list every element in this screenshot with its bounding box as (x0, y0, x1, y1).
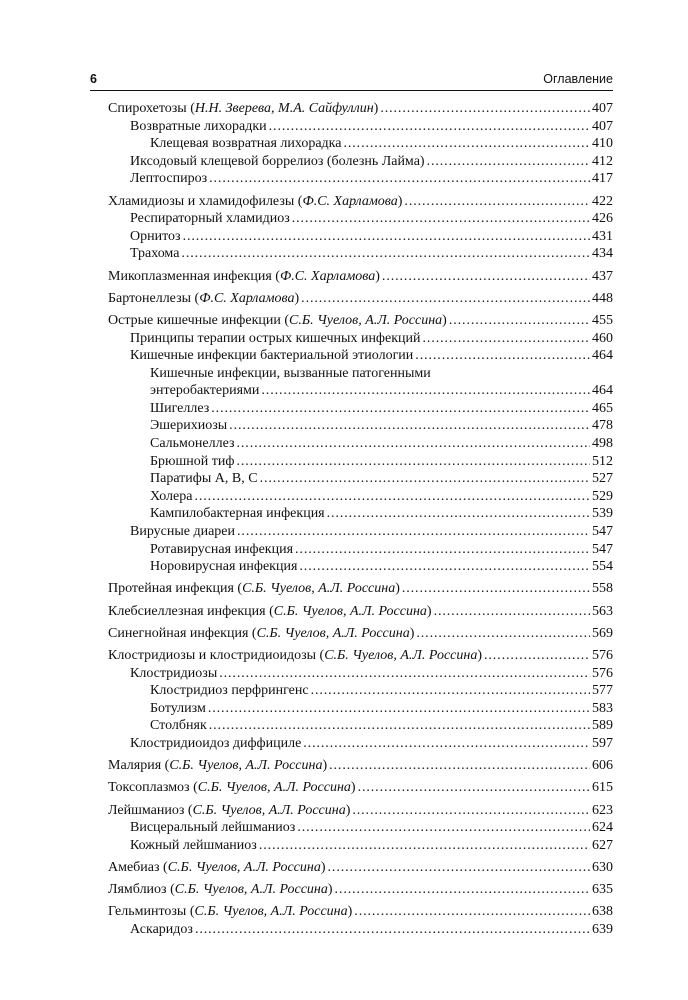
toc-entry-title-text: Норовирусная инфекция (150, 559, 298, 575)
toc-entry-title (130, 228, 181, 246)
toc-leader-dots (236, 453, 590, 471)
toc-entry-title: Синегнойная инфекция (С.Б. Чуелов, А.Л. Россина) (108, 625, 415, 641)
toc-entry-authors: С.Б. Чуелов, А.Л. Россина (289, 312, 443, 328)
toc-entry-page: 464 (592, 383, 613, 399)
toc-entry-title (150, 365, 431, 383)
toc-entry-page: 460 (592, 330, 613, 346)
toc-leader-dots (416, 625, 590, 643)
toc-entry-page: 448 (592, 290, 613, 306)
toc-entry-title: Микоплазменная инфекция (Ф.С. Харламова) (108, 268, 380, 284)
toc-entry[interactable] (108, 135, 613, 153)
toc-entry-title-text: Кампилобактерная инфекция (150, 506, 325, 522)
toc-entry-title: Спирохетозы (Н.Н. Зверева, М.А. Сайфуллин) (108, 101, 379, 116)
toc-leader-dots (261, 382, 590, 400)
toc-entry-page: 455 (592, 312, 613, 328)
toc-entry-authors: С.Б. Чуелов, А.Л. Россина (169, 758, 323, 774)
toc-leader-dots (181, 245, 590, 263)
toc-leader-dots (297, 819, 590, 837)
toc-leader-dots (335, 881, 590, 899)
toc-leader-dots (427, 153, 590, 171)
toc-entry[interactable] (108, 347, 613, 365)
toc-entry-title-text: Клостридиоз перфрингенс (150, 683, 309, 699)
toc-entry[interactable] (108, 400, 613, 418)
toc-entry-title: Амебиаз (С.Б. Чуелов, А.Л. Россина) (108, 859, 326, 875)
toc-entry[interactable] (108, 819, 613, 837)
toc-entry-title (130, 819, 295, 837)
toc-entry-title-text: Ротавирусная инфекция (150, 541, 294, 557)
toc-entry-page: 422 (592, 193, 613, 209)
toc-entry-title (130, 245, 179, 263)
toc-entry[interactable] (108, 417, 613, 435)
toc-entry-title-text: Токсоплазмоз (108, 780, 190, 796)
toc-entry-title-text: Острые кишечные инфекции (108, 312, 281, 328)
toc-entry-page: 437 (592, 268, 613, 284)
toc-entry-page: 623 (592, 802, 613, 818)
toc-entry-authors: Ф.С. Харламова (279, 268, 376, 284)
toc-entry-title-text: Гельминтозы (108, 904, 187, 920)
toc-entry-title-text: Лейшманиоз (108, 802, 185, 818)
toc-entry-page: 558 (592, 581, 613, 597)
toc-entry-title-text: энтеробактериями (150, 383, 260, 399)
toc-entry-title (150, 682, 309, 700)
toc-entry-title (150, 488, 192, 506)
toc-leader-dots (303, 735, 590, 753)
toc-entry[interactable] (108, 268, 613, 286)
toc-entry-title-text: Паратифы А, В, С (150, 471, 258, 487)
toc-leader-dots (434, 603, 590, 621)
toc-entry-page: 417 (592, 171, 613, 187)
toc-leader-dots (194, 488, 590, 506)
toc-entry[interactable] (108, 837, 613, 855)
toc-entry-title (150, 470, 258, 488)
toc-entry-title-text: Клебсиеллезная инфекция (108, 603, 266, 619)
toc-leader-dots (237, 523, 590, 541)
toc-entry-title-text: Респираторный хламидиоз (130, 211, 290, 227)
toc-entry-title-text: Орнитоз (130, 228, 181, 244)
toc-entry-title (150, 541, 293, 559)
toc-entry-title: Протейная инфекция (С.Б. Чуелов, А.Л. Россина) (108, 581, 400, 597)
toc-entry[interactable] (108, 245, 613, 263)
toc-leader-dots (415, 347, 590, 365)
toc-leader-dots (260, 470, 590, 488)
toc-entry-title (150, 135, 341, 153)
toc-leader-dots (219, 665, 590, 683)
toc-entry-page: 547 (592, 541, 613, 557)
toc-entry-page: 563 (592, 603, 613, 619)
toc-entry-title-text: Хламидиозы и хламидофилезы (108, 193, 295, 209)
toc-entry-page: 554 (592, 559, 613, 575)
toc-entry-title-text: Лямблиоз (108, 882, 167, 898)
toc-entry-title-text: Клостридиозы и клостридиоидозы (108, 647, 317, 663)
toc-entry-title-text: Вирусные диареи (130, 524, 236, 540)
toc-entry[interactable] (108, 118, 613, 136)
toc-entry-authors: С.Б. Чуелов, А.Л. Россина (324, 647, 478, 663)
toc-entry-title (150, 505, 325, 523)
toc-entry-title-text: Принципы терапии острых кишечных инфекций (130, 330, 421, 346)
toc-entry[interactable] (108, 228, 613, 246)
toc-entry-page: 412 (592, 153, 613, 169)
toc-entry[interactable] (108, 859, 613, 877)
toc-entry-title-text: Кожный лейшманиоз (130, 837, 257, 853)
toc-entry[interactable] (108, 603, 613, 621)
toc-entry-title: Лямблиоз (С.Б. Чуелов, А.Л. Россина) (108, 882, 333, 898)
toc-leader-dots (211, 400, 590, 418)
toc-entry-title-text: Клостридиоидоз диффициле (130, 735, 302, 751)
toc-entry-page: 577 (592, 683, 613, 699)
toc-leader-dots (209, 717, 590, 735)
toc-entry-title (130, 523, 235, 541)
toc-leader-dots (311, 682, 590, 700)
toc-entry-title (130, 837, 257, 855)
toc-leader-dots (449, 312, 590, 330)
toc-entry-page: 529 (592, 488, 613, 504)
toc-entry-title-text: Синегнойная инфекция (108, 625, 249, 641)
toc-leader-dots (229, 417, 590, 435)
toc-leader-dots (423, 330, 591, 348)
toc-entry-title-text: Кишечные инфекции бактериальной этиологии (130, 348, 414, 364)
toc-entry[interactable] (108, 779, 613, 797)
toc-entry[interactable] (108, 665, 613, 683)
toc-entry-title (150, 400, 209, 418)
toc-entry-page: 410 (592, 136, 613, 152)
toc-entry-page: 434 (592, 246, 613, 262)
page-header (90, 70, 613, 91)
toc-entry-title-text: Аскаридоз (130, 921, 193, 937)
toc-entry-page: 576 (592, 647, 613, 663)
toc-leader-dots (327, 505, 590, 523)
toc-entry[interactable] (108, 735, 613, 753)
toc-entry-title (150, 453, 234, 471)
toc-entry-page: 638 (592, 904, 613, 920)
toc-entry[interactable] (108, 488, 613, 506)
toc-entry[interactable] (108, 682, 613, 700)
toc-entry[interactable] (108, 802, 613, 820)
toc-entry-authors: Н.Н. Зверева, М.А. Сайфуллин (194, 101, 374, 116)
toc-entry-page: 589 (592, 718, 613, 734)
toc-entry[interactable] (108, 921, 613, 939)
toc-entry-page: 583 (592, 700, 613, 716)
toc-entry-authors: Ф.С. Харламова (199, 290, 295, 306)
toc-entry-page: 630 (592, 859, 613, 875)
toc-entry-title-text: Бартонеллезы (108, 290, 192, 306)
toc-entry-title-text: Ботулизм (150, 700, 206, 716)
toc-leader-dots (295, 541, 590, 559)
toc-entry[interactable] (108, 580, 613, 598)
toc-entry-page: 639 (592, 921, 613, 937)
toc-entry-title: Гельминтозы (С.Б. Чуелов, А.Л. Россина) (108, 904, 353, 920)
toc-entry-page: 426 (592, 211, 613, 227)
toc-entry-page: 527 (592, 471, 613, 487)
toc-entry[interactable] (108, 435, 613, 453)
toc-entry-page: 627 (592, 837, 613, 853)
toc-entry-title-text: Амебиаз (108, 859, 160, 875)
toc-entry-page: 624 (592, 820, 613, 836)
toc-entry-authors: С.Б. Чуелов, А.Л. Россина (242, 581, 396, 597)
toc-entry-authors: С.Б. Чуелов, А.Л. Россина (194, 904, 348, 920)
toc-entry[interactable] (108, 558, 613, 576)
toc-leader-dots (208, 700, 590, 718)
toc-entry-title-text: Лептоспироз (130, 171, 208, 187)
toc-leader-dots (183, 228, 590, 246)
toc-entry-title-text: Шигеллез (150, 400, 210, 416)
toc-entry-title-text: Возвратные лихорадки (130, 118, 267, 134)
toc-entry-authors: С.Б. Чуелов, А.Л. Россина (167, 859, 321, 875)
toc-entry[interactable] (108, 625, 613, 643)
toc-leader-dots (402, 580, 590, 598)
toc-entry-title: Токсоплазмоз (С.Б. Чуелов, А.Л. Россина) (108, 780, 356, 796)
toc-leader-dots (358, 779, 590, 797)
toc-entry[interactable] (108, 330, 613, 348)
table-of-contents (108, 100, 613, 938)
toc-entry-title: Хламидиозы и хламидофилезы (Ф.С. Харламова) (108, 193, 403, 209)
toc-entry-page: 431 (592, 228, 613, 244)
toc-entry-title: Клебсиеллезная инфекция (С.Б. Чуелов, А.Л. Россина) (108, 603, 432, 619)
toc-entry[interactable] (108, 153, 613, 171)
toc-entry-page: 407 (592, 101, 613, 116)
toc-entry-title (150, 417, 227, 435)
toc-entry-page: 464 (592, 348, 613, 364)
toc-entry-page: 606 (592, 758, 613, 774)
toc-entry-title (130, 921, 193, 939)
toc-entry-title (130, 735, 301, 753)
toc-entry-title-text: Микоплазменная инфекция (108, 268, 272, 284)
toc-entry[interactable] (108, 210, 613, 228)
toc-leader-dots (352, 802, 590, 820)
toc-entry[interactable] (108, 700, 613, 718)
toc-entry-authors: С.Б. Чуелов, А.Л. Россина (273, 603, 427, 619)
toc-entry-title (150, 382, 259, 400)
toc-entry-title-text: Спирохетозы (108, 101, 187, 116)
toc-leader-dots (328, 859, 590, 877)
toc-entry-page: 615 (592, 780, 613, 796)
toc-entry-authors: С.Б. Чуелов, А.Л. Россина (197, 780, 351, 796)
toc-entry-title (150, 717, 207, 735)
toc-entry-title-text: Протейная инфекция (108, 581, 234, 597)
toc-entry-title-text: Брюшной тиф (150, 453, 235, 469)
toc-entry-page: 576 (592, 665, 613, 681)
toc-entry-title-text: Клещевая возвратная лихорадка (150, 136, 342, 152)
toc-entry[interactable] (108, 717, 613, 735)
toc-entry-title (150, 435, 235, 453)
toc-entry-authors: С.Б. Чуелов, А.Л. Россина (174, 882, 328, 898)
toc-entry[interactable] (108, 382, 613, 400)
toc-entry[interactable] (108, 541, 613, 559)
toc-entry-page: 635 (592, 882, 613, 898)
toc-entry[interactable] (108, 312, 613, 330)
toc-entry-page: 498 (592, 436, 613, 452)
toc-leader-dots (237, 435, 591, 453)
toc-entry[interactable] (108, 523, 613, 541)
toc-leader-dots (259, 837, 590, 855)
toc-leader-dots (380, 100, 590, 118)
toc-entry[interactable] (108, 470, 613, 488)
toc-entry-title-text: Висцеральный лейшманиоз (130, 820, 296, 836)
toc-entry-title (130, 330, 421, 348)
page-number: 6 (90, 72, 97, 86)
toc-entry[interactable] (108, 647, 613, 665)
toc-entry-title-text: Иксодовый клещевой боррелиоз (болезнь Лайма) (130, 153, 425, 169)
toc-leader-dots (292, 210, 590, 228)
toc-leader-dots (301, 290, 590, 308)
toc-entry-title (130, 210, 290, 228)
toc-leader-dots (299, 558, 590, 576)
toc-entry[interactable] (108, 170, 613, 188)
toc-entry[interactable] (108, 505, 613, 523)
toc-entry-title (130, 153, 425, 171)
toc-entry-title-text: Холера (150, 488, 193, 504)
toc-entry-title: Лейшманиоз (С.Б. Чуелов, А.Л. Россина) (108, 802, 351, 818)
toc-entry-title-text: Малярия (108, 758, 162, 774)
toc-entry[interactable] (108, 881, 613, 899)
toc-leader-dots (209, 170, 590, 188)
toc-entry-page: 512 (592, 453, 613, 469)
toc-entry-title-text: Сальмонеллез (150, 436, 235, 452)
toc-entry-title (150, 558, 297, 576)
toc-entry[interactable] (108, 757, 613, 775)
toc-entry-title-text: Эшерихиозы (150, 418, 228, 434)
toc-entry[interactable] (108, 193, 613, 211)
toc-entry-page: 569 (592, 625, 613, 641)
toc-leader-dots (484, 647, 590, 665)
toc-leader-dots (382, 268, 590, 286)
toc-leader-dots (269, 118, 590, 136)
toc-entry-title-text: Клостридиозы (130, 665, 218, 681)
toc-entry-title (130, 170, 207, 188)
toc-entry-title (130, 347, 413, 365)
toc-entry-page: 539 (592, 506, 613, 522)
toc-entry-title: Бартонеллезы (Ф.С. Харламова) (108, 290, 300, 306)
toc-leader-dots (354, 903, 590, 921)
toc-entry[interactable] (108, 903, 613, 921)
toc-entry-page: 407 (592, 118, 613, 134)
toc-entry-title: Малярия (С.Б. Чуелов, А.Л. Россина) (108, 758, 328, 774)
toc-entry-title: Острые кишечные инфекции (С.Б. Чуелов, А.Л. Россина) (108, 312, 447, 328)
toc-entry[interactable] (108, 100, 613, 118)
toc-entry-title-text: Трахома (130, 246, 180, 262)
toc-entry-page: 597 (592, 735, 613, 751)
toc-leader-dots (404, 193, 590, 211)
toc-entry-title (130, 665, 217, 683)
toc-entry-page: 547 (592, 524, 613, 540)
running-title: Оглавление (543, 72, 613, 86)
toc-entry-page: 465 (592, 400, 613, 416)
toc-entry[interactable] (108, 453, 613, 471)
toc-entry-authors: С.Б. Чуелов, А.Л. Россина (256, 625, 410, 641)
toc-entry-authors: С.Б. Чуелов, А.Л. Россина (192, 802, 346, 818)
toc-entry[interactable] (108, 365, 613, 383)
toc-entry-authors: Ф.С. Харламова (302, 193, 398, 209)
toc-entry-title-text: Кишечные инфекции, вызванные патогенными (150, 365, 431, 381)
toc-entry-title (130, 118, 267, 136)
toc-leader-dots (343, 135, 590, 153)
toc-entry-title-text: Столбняк (150, 718, 207, 734)
toc-leader-dots (329, 757, 590, 775)
toc-entry-title: Клостридиозы и клостридиоидозы (С.Б. Чуелов, А.Л. Россина) (108, 647, 482, 663)
toc-entry-page: 478 (592, 418, 613, 434)
toc-entry-title (150, 700, 206, 718)
toc-leader-dots (195, 921, 590, 939)
toc-entry[interactable] (108, 290, 613, 308)
